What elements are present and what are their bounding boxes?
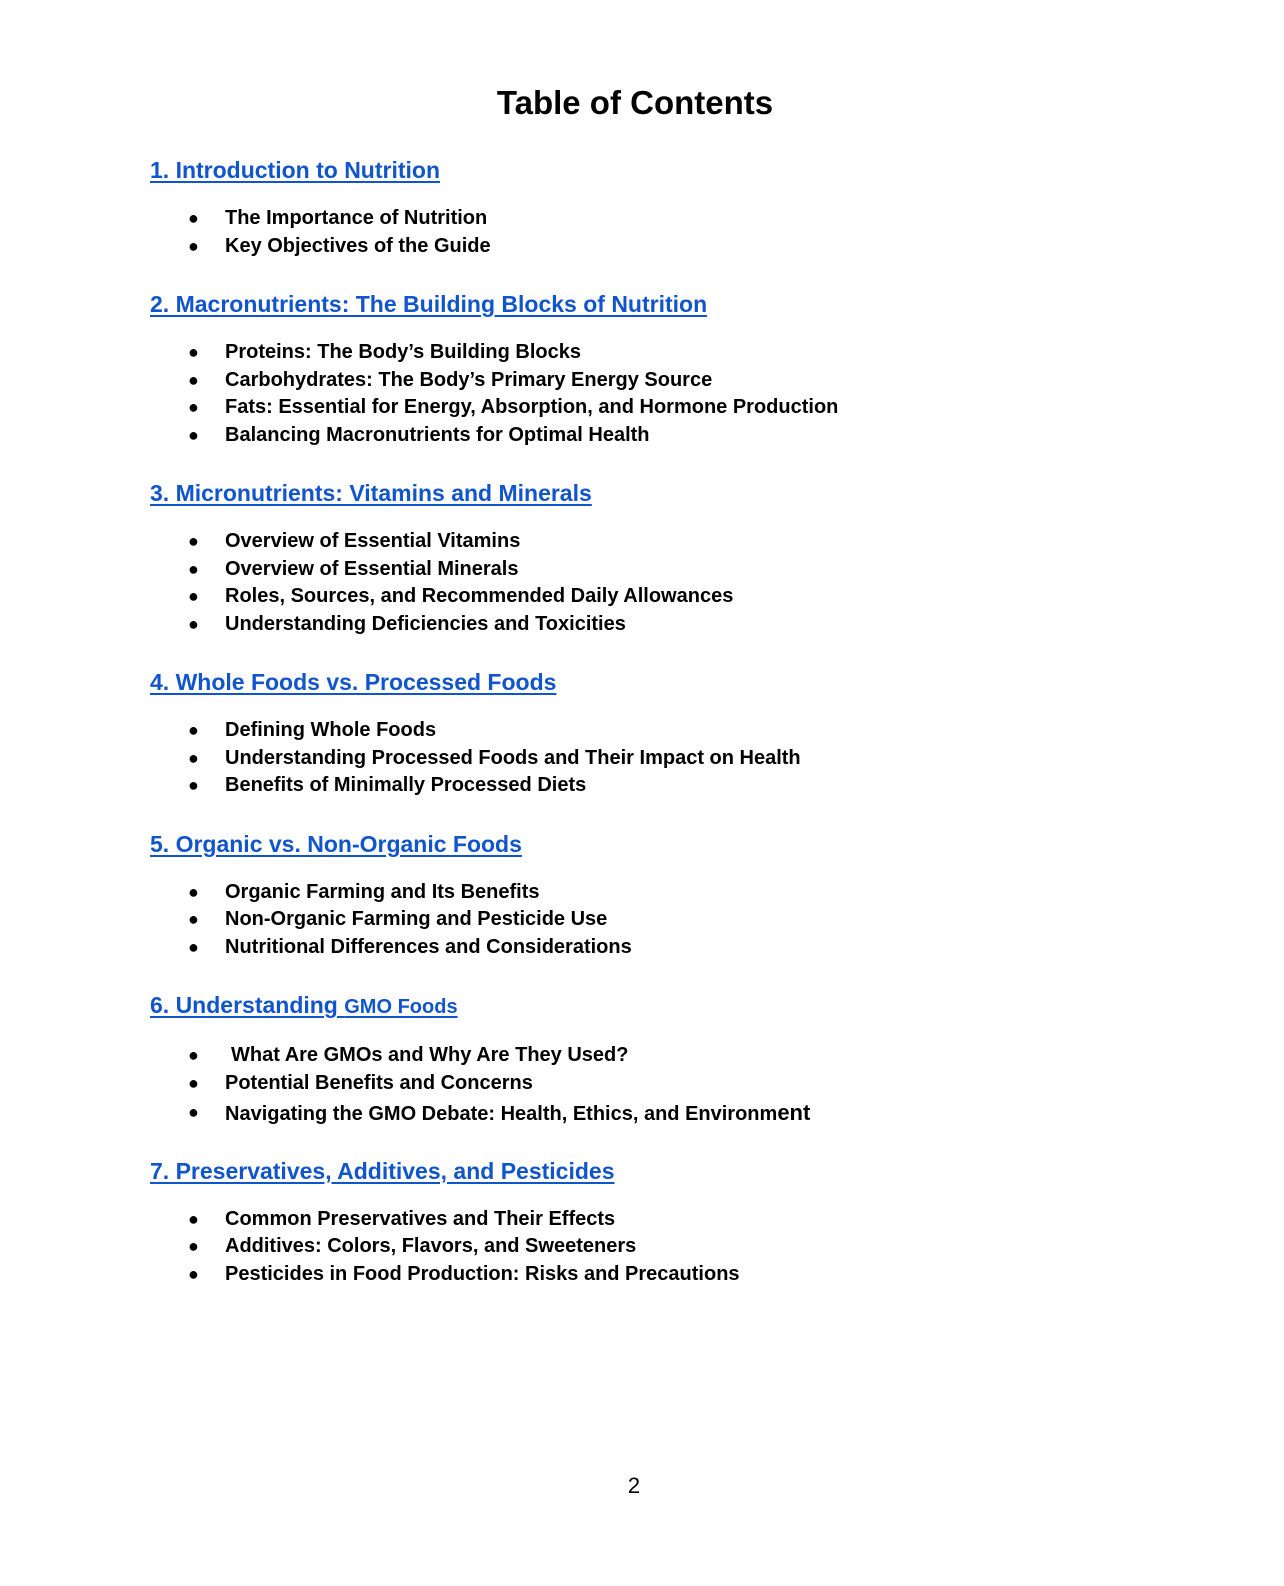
bullet-icon: ● — [188, 613, 199, 634]
toc-link-whole-foods[interactable]: 4. Whole Foods vs. Processed Foods — [150, 669, 557, 695]
toc-link-organic[interactable]: 5. Organic vs. Non-Organic Foods — [150, 830, 522, 857]
list-item: ● Overview of Essential Minerals — [150, 556, 1150, 584]
toc-subsection-list — [150, 1042, 1150, 1127]
toc-subsection-list — [150, 528, 1150, 638]
list-item: ● Non-Organic Farming and Pesticide Use — [150, 906, 1150, 934]
list-item: ● Fats: Essential for Energy, Absorption, and Hormone Production — [150, 394, 1150, 422]
bullet-icon: ● — [188, 342, 199, 362]
bullet-icon: ● — [188, 208, 199, 228]
bullet-icon: ● — [188, 909, 199, 929]
toc-section-3 — [150, 473, 1150, 638]
toc-subsection-list — [150, 879, 1150, 962]
toc-section-5 — [150, 824, 1150, 962]
bullet-icon: ● — [188, 720, 199, 740]
toc-section-7 — [150, 1151, 1150, 1289]
toc-subsection-list — [150, 205, 1150, 260]
bullet-icon: ● — [188, 531, 199, 551]
bullet-icon: ● — [188, 369, 199, 390]
list-item: ● Navigating the GMO Debate: Health, Ethics, and Environment — [188, 1100, 811, 1125]
bullet-icon: ● — [188, 936, 199, 957]
bullet-icon: ● — [188, 1208, 199, 1229]
bullet-icon: ● — [188, 1102, 199, 1122]
bullet-icon: ● — [188, 397, 199, 417]
toc-link-introduction[interactable]: 1. Introduction to Nutrition — [150, 157, 441, 183]
bullet-icon: ● — [188, 775, 199, 795]
list-item: ● Additives: Colors, Flavors, and Sweeteners — [150, 1233, 1150, 1261]
toc-link-macronutrients[interactable]: 2. Macronutrients: The Building Blocks of Nutrition — [150, 291, 708, 317]
bullet-icon: ● — [188, 558, 199, 579]
bullet-icon: ● — [188, 424, 199, 445]
toc-section-2 — [150, 284, 1150, 449]
bullet-icon: ● — [188, 235, 199, 256]
list-item: ● Proteins: The Body’s Building Blocks — [150, 339, 1150, 367]
list-item: ● Pesticides in Food Production: Risks and Precautions — [150, 1261, 1150, 1289]
list-item: ● Carbohydrates: The Body’s Primary Energy Source — [150, 367, 1150, 395]
bullet-icon: ● — [188, 1236, 199, 1256]
page-number: 2 — [627, 1473, 641, 1498]
page-title: Table of Contents — [496, 84, 774, 121]
list-item: ● The Importance of Nutrition — [150, 205, 1150, 233]
table-of-contents — [150, 150, 1150, 1312]
toc-subsection-list — [150, 339, 1150, 449]
list-item: ● Roles, Sources, and Recommended Daily Allowances — [150, 583, 1150, 611]
list-item: ● Organic Farming and Its Benefits — [150, 879, 1150, 907]
bullet-icon: ● — [188, 747, 199, 768]
heading-text: 6. Understanding — [150, 992, 345, 1018]
toc-subsection-list — [150, 1206, 1150, 1289]
toc-subsection-list — [150, 717, 1150, 800]
toc-link-preservatives[interactable]: 7. Preservatives, Additives, and Pesticides — [150, 1157, 615, 1184]
list-item: ● Benefits of Minimally Processed Diets — [150, 772, 1150, 800]
bullet-icon: ● — [188, 1263, 199, 1284]
toc-section-6 — [150, 985, 1150, 1127]
list-item: ● Nutritional Differences and Considerations — [150, 934, 1150, 962]
list-item: ● Defining Whole Foods — [150, 717, 1150, 745]
list-item: ● Understanding Processed Foods and Their Impact on Health — [150, 745, 1150, 773]
bullet-icon: ● — [188, 1045, 199, 1065]
list-item: ● Key Objectives of the Guide — [150, 233, 1150, 261]
list-item: ● Balancing Macronutrients for Optimal Health — [150, 422, 1150, 450]
list-item: ● Overview of Essential Vitamins — [150, 528, 1150, 556]
list-item: ● Understanding Deficiencies and Toxicities — [150, 611, 1150, 639]
bullet-icon: ● — [188, 586, 199, 606]
toc-link-micronutrients[interactable]: 3. Micronutrients: Vitamins and Minerals — [150, 480, 592, 506]
toc-section-1 — [150, 150, 1150, 260]
heading-text-small: GMO Foods — [344, 996, 458, 1018]
toc-section-4 — [150, 662, 1150, 800]
bullet-icon: ● — [188, 881, 199, 902]
bullet-icon: ● — [188, 1072, 199, 1093]
list-item: ● Common Preservatives and Their Effects — [150, 1206, 1150, 1234]
list-item: ● What Are GMOs and Why Are They Used? — [150, 1042, 1150, 1070]
list-item: ● Potential Benefits and Concerns — [150, 1070, 1150, 1098]
toc-link-gmo-foods[interactable] — [150, 985, 458, 1027]
